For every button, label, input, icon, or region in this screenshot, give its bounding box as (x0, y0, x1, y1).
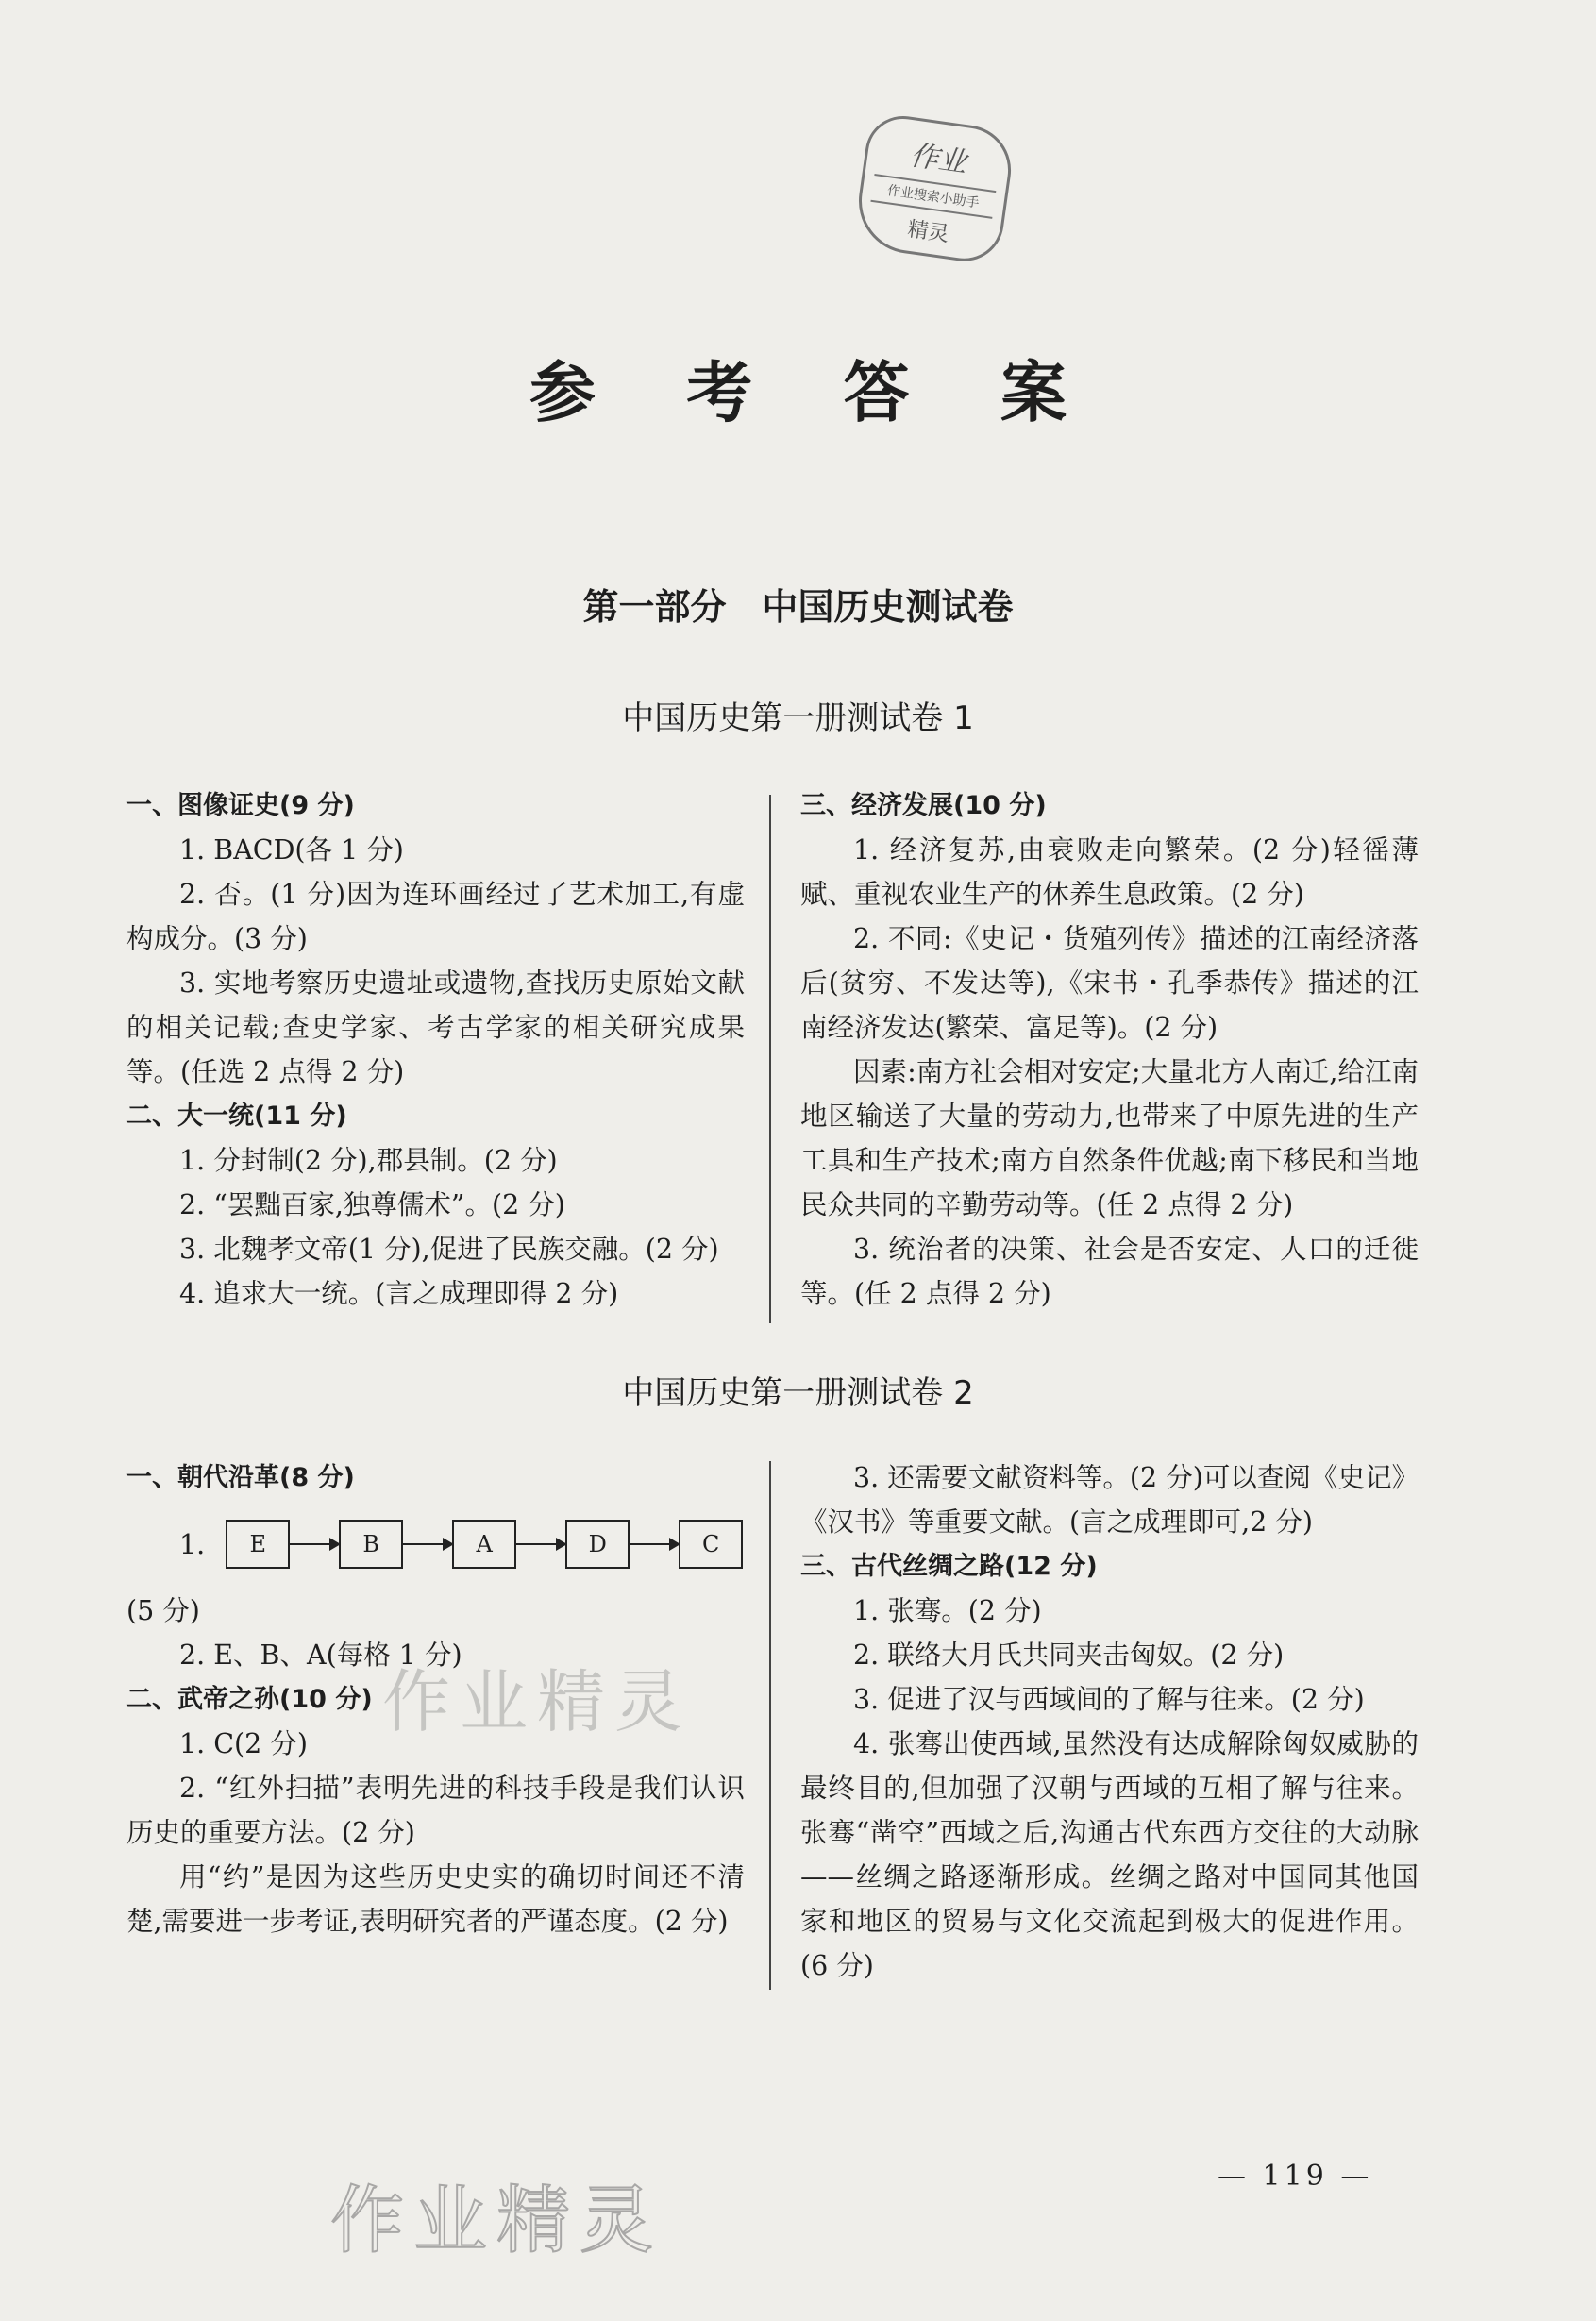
test1-title: 中国历史第一册测试卷 1 (622, 699, 974, 737)
stamp-bottom: 精灵 (905, 217, 951, 247)
answer-line: 4. 追求大一统。(言之成理即得 2 分) (179, 1278, 619, 1309)
answer-line: 3. 实地考察历史遗址或遗物,查找历史原始文献的相关记载;查史学家、考古学家的相关研究成果等。(任选 2 点得 2 分) (126, 967, 745, 1087)
answer-line: 2. 不同:《史记・货殖列传》描述的江南经济落后(贫穷、不发达等),《宋书・孔季恭传》描述的江南经济发达(繁荣、富足等)。(2 分) (800, 923, 1419, 1043)
arrow-icon (290, 1543, 339, 1545)
column-divider (769, 795, 771, 1323)
test2-title: 中国历史第一册测试卷 2 (622, 1374, 974, 1412)
main-title: 参 考 答 案 (529, 353, 1101, 431)
test2-left-answers (126, 1589, 745, 1943)
arrow-icon (516, 1543, 565, 1545)
section-heading: 三、古代丝绸之路(12 分) (800, 1552, 1098, 1581)
flow-box: C (679, 1520, 743, 1569)
test1-right-column (800, 783, 1419, 1316)
flow-box: D (565, 1520, 630, 1569)
answer-line: 2. “红外扫描”表明先进的科技手段是我们认识历史的重要方法。(2 分) (126, 1773, 745, 1848)
stamp-logo (852, 111, 1017, 266)
answer-line: 4. 张骞出使西域,虽然没有达成解除匈奴威胁的最终目的,但加强了汉朝与西域的互相了解与往来。张骞“凿空”西域之后,沟通古代东西方交往的大动脉——丝绸之路逐渐形成。丝绸之路对中国同其他国家和地区的贸易与文化交流起到极大的促进作用。(6 分) (800, 1728, 1419, 1981)
answer-line: 1. BACD(各 1 分) (179, 834, 404, 866)
flow-box: E (226, 1520, 290, 1569)
answer-line: 2. “罢黜百家,独尊儒术”。(2 分) (179, 1189, 565, 1220)
dynasty-flow-diagram (126, 1500, 745, 1589)
section-heading: 一、朝代沿革(8 分) (126, 1463, 355, 1492)
watermark-middle: 作业精灵 (382, 1662, 693, 1741)
answer-line: 2. 联络大月氏共同夹击匈奴。(2 分) (853, 1640, 1285, 1671)
page-number: — 119 — (1218, 2160, 1373, 2193)
answer-line: 1. C(2 分) (179, 1728, 308, 1759)
answer-line: 3. 统治者的决策、社会是否安定、人口的迁徙等。(任 2 点得 2 分) (800, 1234, 1419, 1309)
column-divider-2 (769, 1461, 771, 1990)
arrow-icon (630, 1543, 679, 1545)
answer-line: 2. 否。(1 分)因为连环画经过了艺术加工,有虚构成分。(3 分) (126, 879, 745, 954)
answer-line: 3. 促进了汉与西域间的了解与往来。(2 分) (853, 1684, 1365, 1715)
stamp-middle: 作业搜索小助手 (870, 174, 996, 219)
test2-right-column (800, 1455, 1419, 1988)
answer-line: 因素:南方社会相对安定;大量北方人南迁,给江南地区输送了大量的劳动力,也带来了中原先进的生产工具和生产技术;南方自然条件优越;南下移民和当地民众共同的辛勤劳动等。(任 2 点得 2 分) (800, 1056, 1419, 1220)
answer-line: 1. 经济复苏,由衰败走向繁荣。(2 分)轻徭薄赋、重视农业生产的休养生息政策。(2 分) (800, 834, 1419, 910)
arrow-icon (403, 1543, 452, 1545)
flow-box: A (452, 1520, 516, 1569)
answer-line: 3. 还需要文献资料等。(2 分)可以查阅《史记》《汉书》等重要文献。(言之成理即可,2 分) (800, 1462, 1419, 1538)
flow-number: 1. (179, 1528, 206, 1560)
answer-line: 用“约”是因为这些历史史实的确切时间还不清楚,需要进一步考证,表明研究者的严谨态度。(2 分) (126, 1861, 745, 1937)
answer-line: 1. 张骞。(2 分) (853, 1595, 1042, 1626)
section-heading: 一、图像证史(9 分) (126, 791, 355, 820)
part-title: 第一部分 中国历史测试卷 (582, 586, 1014, 628)
stamp-top: 作业 (908, 139, 969, 180)
section-heading: 三、经济发展(10 分) (800, 791, 1047, 820)
flow-box: B (339, 1520, 403, 1569)
watermark-bottom: 作业精灵 (330, 2178, 664, 2263)
section-heading: 二、武帝之孙(10 分) (126, 1685, 373, 1714)
test1-left-column (126, 783, 745, 1316)
section-heading: 二、大一统(11 分) (126, 1102, 347, 1131)
answer-line: (5 分) (126, 1595, 200, 1626)
answer-line: 3. 北魏孝文帝(1 分),促进了民族交融。(2 分) (179, 1234, 719, 1265)
answer-line: 1. 分封制(2 分),郡县制。(2 分) (179, 1145, 558, 1176)
answer-line: 2. E、B、A(每格 1 分) (179, 1640, 462, 1671)
